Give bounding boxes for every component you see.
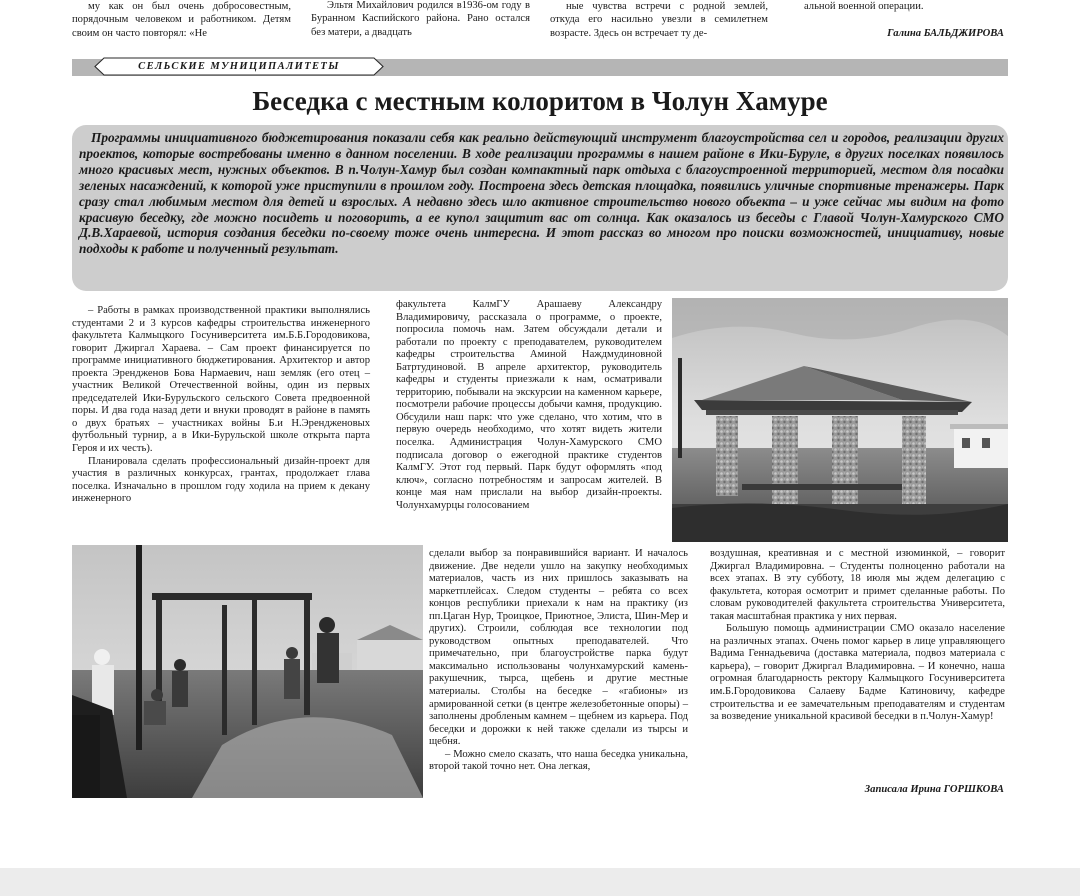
page-bottom-strip	[0, 868, 1080, 896]
prev-article-col1	[72, 0, 291, 40]
prev-article-col4-text: альной военной операции.	[804, 1, 924, 12]
photo-gazebo	[672, 298, 1008, 542]
article-col2-upper-text: факультета КалмГУ Арашаеву Александру Владимировичу, рассказала о программе, о проекте, попросила помочь нам. Затем обсуждали детали и работали по проекту с преподавателем, руководителем кафедры строительства Аминой Наждмудиновной Батртудиновой. В апреле архитектор, руководитель кафедры и студенты приезжали к нам, осматривали территорию, побывали на экскурсии на каменном карьере, посмотрели рабочие процессы добычи камня, продукцию. Обсудили наш парк: что уже сделано, что хотим, что в первую очередь необходимо, что хотят видеть жители поселка. Администрация Чолун-Хамурского СМО подписала договор о ежегодной практике студентов КалмГУ. Этот год первый. Парк будут оформлять «под ключ», согласно потребностям и запросам жителей. В конце мая нам прислали на выбор дизайн-проекты. Чолунхамурцы голосованием	[396, 299, 662, 511]
article-headline: Беседка с местным колоритом в Чолун Хамуре	[252, 86, 828, 116]
article-col1-p2: Планировала сделать профессиональный дизайн-проект для участия в различных конкурсах, грантах, продолжает глава поселка. Изначально в прошлом году ходила на прием к декану инженерного	[72, 455, 370, 505]
article-col3-p1: воздушная, креативная и с местной изюминкой, – говорит Джиргал Владимировна. – Студенты полноценно работали на всех этапах. В эту субботу, 18 июля мы ждем делегацию с факультета, которая осмотрит и примет сделанные работы. По словам руководителей факультета строительства Университета, такая масштабная практика у них первая.	[710, 548, 1005, 622]
prev-article-col2-text: Эльтя Михайлович родился в1936-ом году в Буранном Каспийского района. Рано остался без матери, а двадцать	[311, 0, 530, 38]
prev-article-col4	[788, 0, 1008, 13]
article-col3-p2: Большую помощь администрации СМО оказало население на различных этапах. Очень помог карьер в лице управляющего Вадима Геннадьевича (доставка материала, подвоз материала с карьера), – говорит Джиргал Владимировна. – И конечно, наша огромная благодарность ректору Калмыцкого Госуниверситета им.Б.Городовикова Салаеву Бадме Катиновичу, кафедре строительства и ее замечательным преподавателям и студентам за возведение уникальной красивой беседки в п.Чолун-Хамур!	[710, 623, 1005, 723]
article-signature: Записала Ирина ГОРШКОВА	[864, 784, 1004, 795]
prev-article-col2	[311, 0, 530, 39]
article-lead: Программы инициативного бюджетирования показали себя как реально действующий инструмент благоустройства сел и городов, реализации других проектов, которые востребованы именно в данном поселении. В ходе реализации программы в нашем районе в Ики-Буруле, в других поселках появилось много красивых мест, нужных объектов. В п.Чолун-Хамур был создан компактный парк отдыха с благоустроенной территорией, местом для посадки зеленых насаждений, к которой уже приступили в прошлом году. Построена здесь детская площадка, появились уличные спортивные тренажеры. Парк сразу стал любимым местом для детей и взрослых. А недавно здесь шло активное строительство нового объекта – и уже сейчас мы видим на фото красивую беседку, где можно посидеть и поговорить, а ее купол защитит вас от солнца. Как оказалось из беседы с Главой Чолун-Хамурского СМО Д.В.Хараевой, история создания беседки по-своему тоже очень интересна. И этот рассказ во многом про поиски возможностей, инициативу, новые подходы к работе и полученный результат.	[79, 130, 1004, 257]
article-lead-box	[72, 125, 1008, 291]
prev-article-col1-text: му как он был очень добросовестным, порядочным человеком и работником. Детям своим он часто повторял: «Не	[72, 1, 291, 39]
prev-article-signature: Галина БАЛЬДЖИРОВА	[887, 28, 1004, 39]
article-col1-p1: – Работы в рамках производственной практики выполнялись студентами 2 и 3 курсов кафедры строительства инженерного факультета Калмыцкого Госуниверситета им.Б.Б.Городовикова, говорит Джиргал Хараева. – Сам проект финансируется по программе инициативного бюджетирования. Архитектор и автор проекта Эрендженов Бова Нармаевич, наш земляк (его отец – участник Великой Отечественной войны, один из первых председателей Ики-Бурульского сельского Совета предвоенной поры. И два года назад дети и внуки проводят в районе в память о двух братьях – участниках войны Б.и Н.Эрендженовых футбольный турнир, а в Ики-Бурульской школе открыта парта Героя и их честь).	[72, 305, 370, 455]
article-col2-lower	[429, 548, 688, 774]
article-col1	[72, 305, 370, 506]
article-col2-upper	[396, 299, 662, 512]
article-col2-lower-p1: сделали выбор за понравившийся вариант. И началось движение. Две недели ушло на закупку необходимых материалов, часть из них пришлось заказывать на маркетплейсах. Следом студенты – ребята со всех концов республики приехали к нам на практику (из пп.Цаган Нур, Троицкое, Приютное, Элиста, Шин-Мер и других). Строили, соблюдая все технологии под руководством опытных преподавателей. Что примечательно, при благоустройстве парка будут максимально использованы чолунхамурский камень-ракушечник, тырса, щебень и другие местные материалы. Столбы на беседке – «габионы» из армированной сетки (в центре железобетонные опоры) – заполнены дробленым камнем – щебнем из карьера. Под беседки и дорожки к ней также сделали из тырсы и щебня.	[429, 548, 688, 748]
section-label: СЕЛЬСКИЕ МУНИЦИПАЛИТЕТЫ	[138, 61, 340, 72]
prev-article-col3	[550, 0, 768, 40]
prev-article-col3-text: ные чувства встречи с родной землей, откуда его насильно увезли в семилетнем возрасте. Здесь он встречает ту де-	[550, 1, 768, 39]
photo-construction	[72, 545, 423, 798]
article-col2-lower-p2: – Можно смело сказать, что наша беседка уникальна, второй такой точно нет. Она легкая,	[429, 748, 688, 773]
section-tag	[94, 57, 384, 76]
article-col3	[710, 548, 1005, 724]
